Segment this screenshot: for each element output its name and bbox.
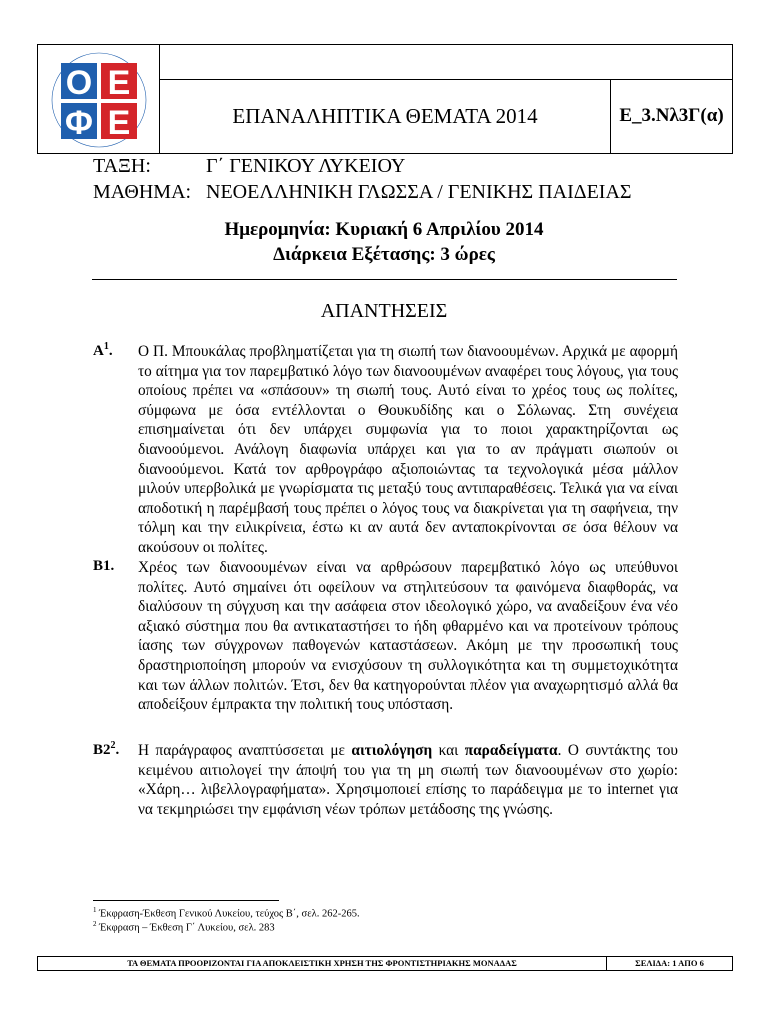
bold-term: αιτιολόγηση [351, 742, 433, 759]
subject-line [93, 181, 632, 204]
logo-letter: Ε [107, 104, 131, 142]
answers-title: ΑΠΑΝΤΗΣΕΙΣ [320, 300, 448, 322]
oefe-logo [44, 50, 154, 150]
subject-value: ΝΕΟΕΛΛΗΝΙΚΗ ΓΛΩΣΣΑ / ΓΕΝΙΚΗΣ ΠΑΙΔΕΙΑΣ [206, 181, 632, 203]
footnote [93, 906, 360, 920]
footer-notice: ΤΑ ΘΕΜΑΤΑ ΠΡΟΟΡΙΖΟΝΤΑΙ ΓΙΑ ΑΠΟΚΛΕΙΣΤΙΚΗ ΧΡΗΣΗ ΤΗΣ ΦΡΟΝΤΙΣΤΗΡΙΑΚΗΣ ΜΟΝΑΔΑΣ [127, 958, 517, 968]
subject-key: ΜΑΘΗΜΑ: [93, 181, 192, 203]
label-dot: . [108, 343, 113, 359]
footnote [93, 920, 275, 934]
section-label-b2 [93, 740, 119, 759]
text-run: . Ο συντάκτης του κειμένου αιτιολογεί την άποψή του για τη μη σιωπή των διανοουμένων στο χωρίο: «Χάρη… λιβελλογραφήματα». Χρησιμοποιεί επίσης το παράδειγμα με το internet για να τεκμηριώσει την εμφάνιση νέων τρόπων μετάδοσης της γνώσης. [138, 742, 678, 818]
answer-b1-text: Χρέος των διανοουμένων είναι να αρθρώσουν παρεμβατικό λόγο ως υπεύθυνοι πολίτες. Αυτό σημαίνει ότι οφείλουν να στηλιτεύσουν τα φαινόμενα διαφθοράς, να διαλύσουν τη σύγχυση και την ασάφεια στον ιδεολογικό χώρο, να αναδείξουν ένα νέο αξιακό σύστημα που θα αντικαταστήσει το ήδη φθαρμένο και να προτείνουν τρόπους ίασης των σύγχρονων παθογενών καταστάσεων. Ακόμη με την προσωπική τους δραστηριοποίηση μπορούν να ενισχύσουν τη συλλογικότητα και τη συμμετοχικότητα και των άλλων πολιτών. Έτσι, δεν θα κατηγορούνται πλέον για αναχωρητισμό αλλά θα αποδείξουν έμπρακτα την πολιτική τους υπόσταση. [138, 559, 678, 714]
text-run: Η παράγραφος αναπτύσσεται με [138, 742, 352, 759]
class-line [93, 155, 405, 178]
label-dot: . [115, 742, 120, 758]
exam-code: Ε_3.Νλ3Γ(α) [619, 105, 724, 126]
answer-a1-text: Ο Π. Μπουκάλας προβληματίζεται για τη σιωπή των διανοουμένων. Αρχικά με αφορμή το αίτημα για τον παρεμβατικό λόγο των διανοουμένων αναφέρει τους λόγους, για τους οποίους πρέπει να «σπάσουν» τη σιωπή τους. Αυτό είναι το χρέος τους ως πολίτες, σύμφωνα με όσα εντέλλονται ο Θουκυδίδης και ο Σόλωνας. Στη συνέχεια επισημαίνεται ότι δεν υπάρχει συμφωνία για το ποιοι χαρακτηρίζονται ως διανοούμενοι. Ανάλογη διαφωνία υπάρχει και για το αν πράγματι σιωπούν οι διανοούμενοι. Κατά τον αρθρογράφο αξιοποιώντας τα τεχνολογικά μέσα μάλλον μιλούν υπερβολικά με γνωρίσματα τις μεταξύ τους αντιπαραθέσεις. Τελικά για να είναι αποδοτική η παρέμβασή τους πρέπει ο λόγος τους να διακρίνεται για τη σαφήνεια, την τόλμη και την ειλικρίνεια, έστω κι αν αυτά δεν ανταποκρίνονται σε όσα θέλουν να ακούσουν οι πολίτες. [138, 343, 678, 556]
logo-letter: Φ [65, 104, 93, 142]
class-key: ΤΑΞΗ: [93, 155, 151, 177]
exam-date: Ημερομηνία: Κυριακή 6 Απριλίου 2014 [224, 219, 544, 240]
class-value: Γ΄ ΓΕΝΙΚΟΥ ΛΥΚΕΙΟΥ [206, 155, 406, 177]
header-box [37, 44, 733, 154]
bold-term: παραδείγματα [464, 742, 558, 759]
logo-letter: Ε [107, 64, 131, 102]
page-footer [37, 956, 733, 971]
section-label-b1: Β1. [93, 558, 115, 574]
exam-duration: Διάρκεια Εξέτασης: 3 ώρες [273, 244, 495, 265]
footnote-text: Έκφραση-Έκθεση Γενικού Λυκείου, τεύχος Β΄, σελ. 262-265. [96, 908, 360, 920]
label-text: Α [93, 343, 104, 359]
page-number: ΣΕΛΙΔΑ: 1 ΑΠΟ 6 [635, 958, 704, 968]
label-text: Β2 [93, 742, 111, 758]
footnote-ref: 1 [103, 341, 109, 352]
section-label-a1 [93, 341, 113, 360]
footnote-number: 1 [93, 906, 97, 914]
footnote-text: Έκφραση – Έκθεση Γ΄ Λυκείου, σελ. 283 [96, 922, 275, 934]
footnote-number: 2 [93, 920, 97, 928]
header-title: ΕΠΑΝΑΛΗΠΤΙΚΑ ΘΕΜΑΤΑ 2014 [232, 103, 538, 128]
answer-b2-text [138, 741, 678, 819]
text-run: και [432, 742, 465, 759]
logo-letter: Ο [65, 64, 93, 102]
divider-line [92, 279, 677, 280]
footnote-rule [93, 900, 279, 901]
footnote-ref: 2 [110, 740, 116, 751]
